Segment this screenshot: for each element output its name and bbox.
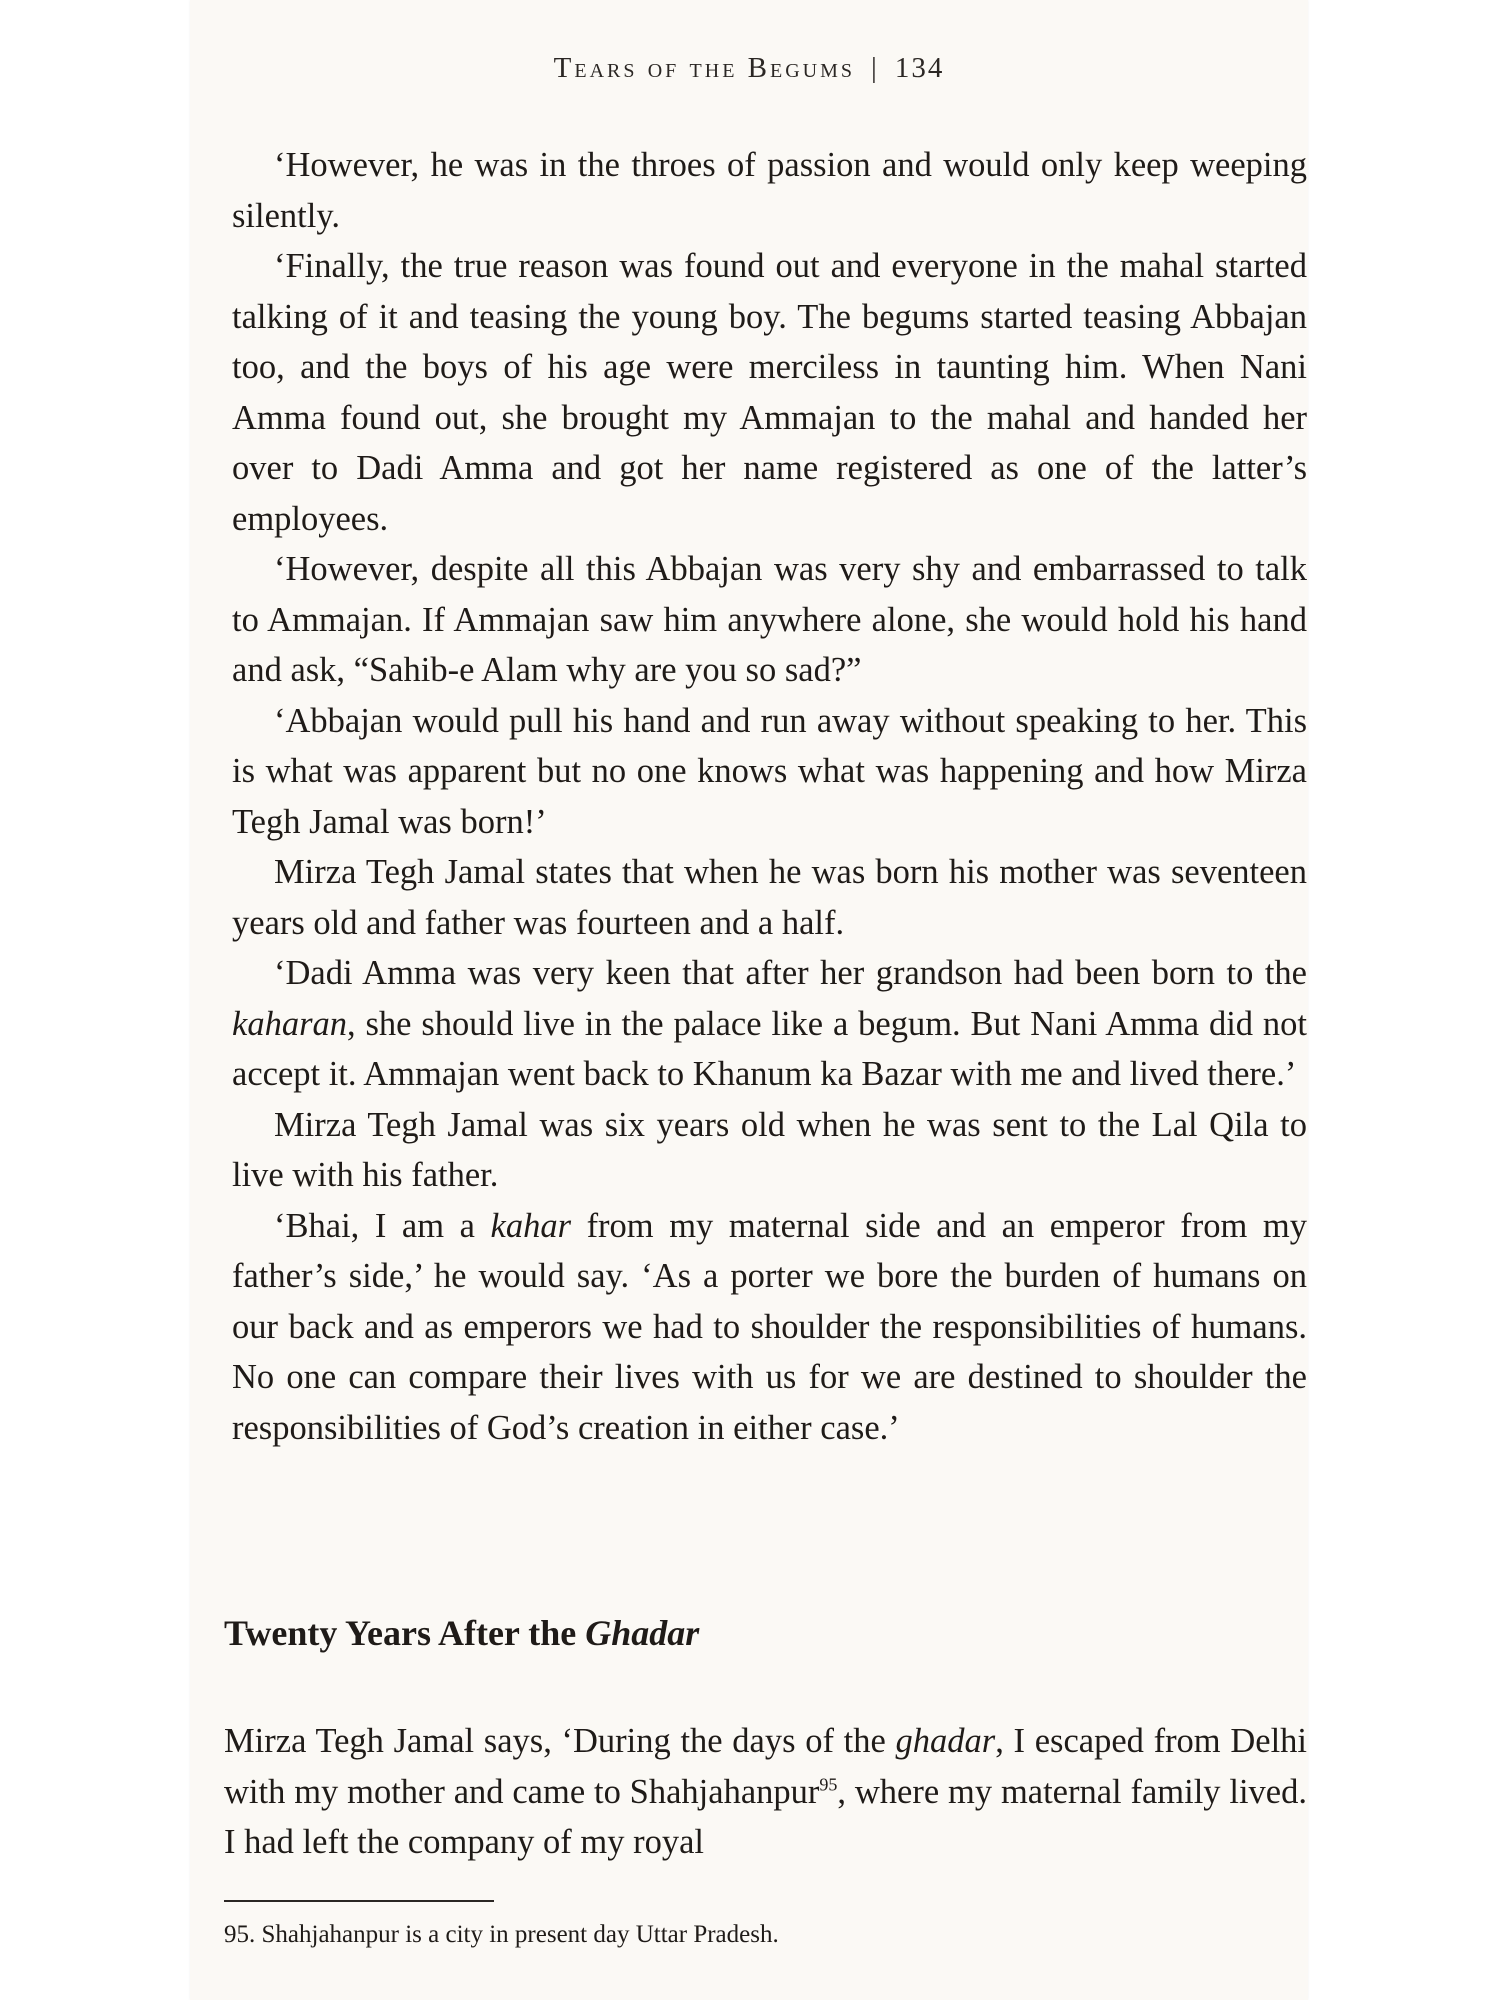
text-run: Mirza Tegh Jamal was six years old when he was sent to the Lal Qila to live with his father. — [232, 1105, 1307, 1194]
book-title: Tears of the Begums — [553, 52, 856, 84]
text-run: ‘However, he was in the throes of passion and would only keep weeping silently. — [232, 146, 1307, 235]
section-heading-italic: Ghadar — [585, 1613, 700, 1653]
text-run: , where my maternal family lived. I had left the company of my royal — [224, 1772, 1307, 1861]
italic-term: kahar — [490, 1206, 571, 1245]
page-number: 134 — [894, 52, 945, 84]
running-header — [190, 52, 1308, 85]
text-run: ‘Abbajan would pull his hand and run away without speaking to her. This is what was apparent but no one knows what was happening and how Mirza Tegh Jamal was born!’ — [232, 701, 1307, 841]
italic-term: ghadar — [895, 1722, 996, 1760]
paragraph — [232, 544, 1307, 696]
footnote-number: 95. — [224, 1921, 256, 1948]
paragraph — [224, 1716, 1307, 1868]
text-run: ‘However, despite all this Abbajan was very shy and embarrassed to talk to Ammajan. If Ammajan saw him anywhere alone, she would hold his hand and ask, “Sahib-e Alam why are you so sad?” — [232, 550, 1307, 689]
paragraph — [232, 1100, 1307, 1201]
header-separator: | — [871, 52, 879, 84]
text-run: ‘Bhai, I am a — [274, 1206, 491, 1245]
footnote-ref: 95 — [819, 1774, 838, 1794]
text-run: ‘Dadi Amma was very keen that after her grandson had been born to the — [274, 954, 1307, 992]
text-run: Mirza Tegh Jamal states that when he was born his mother was seventeen years old and father was fourteen and a half. — [232, 853, 1307, 942]
book-page — [190, 0, 1308, 2000]
paragraph — [232, 948, 1307, 1100]
italic-term: kaharan — [232, 1004, 347, 1043]
text-run: Mirza Tegh Jamal says, ‘During the days of the — [224, 1722, 896, 1760]
footnote-text: Shahjahanpur is a city in present day Uttar Pradesh. — [261, 1921, 779, 1948]
body-text — [232, 140, 1307, 1453]
text-run: ‘Finally, the true reason was found out and everyone in the mahal started talking of it and teasing the young boy. The begums started teasing Abbajan too, and the boys of his age were merciless in taunting him. When Nani Amma found out, she brought my Ammajan to the mahal and handed her over to Dadi Amma and got her name registered as one of the latter’s employees. — [232, 247, 1307, 538]
paragraph — [232, 696, 1307, 848]
section-heading-text: Twenty Years After the — [224, 1613, 586, 1653]
paragraph — [232, 241, 1307, 544]
text-run: , I escaped from Delhi with my mother and came to Shahjahanpur — [224, 1722, 1307, 1811]
paragraph — [232, 847, 1307, 948]
paragraph — [232, 1201, 1307, 1454]
section-body — [224, 1716, 1307, 1868]
footnote-rule — [224, 1900, 494, 1902]
section-heading — [224, 1612, 699, 1654]
footnote — [224, 1918, 779, 1952]
text-run: from my maternal side and an emperor from my father’s side,’ he would say. ‘As a porter we bore the burden of humans on our back and as emperors we had to shoulder the responsibilities of humans. No one can compare their lives with us for we are destined to shoulder the responsibilities of God’s creation in either case.’ — [232, 1206, 1307, 1447]
text-run: , she should live in the palace like a begum. But Nani Amma did not accept it. Ammajan went back to Khanum ka Bazar with me and lived there.’ — [232, 1004, 1307, 1093]
paragraph — [232, 140, 1307, 241]
